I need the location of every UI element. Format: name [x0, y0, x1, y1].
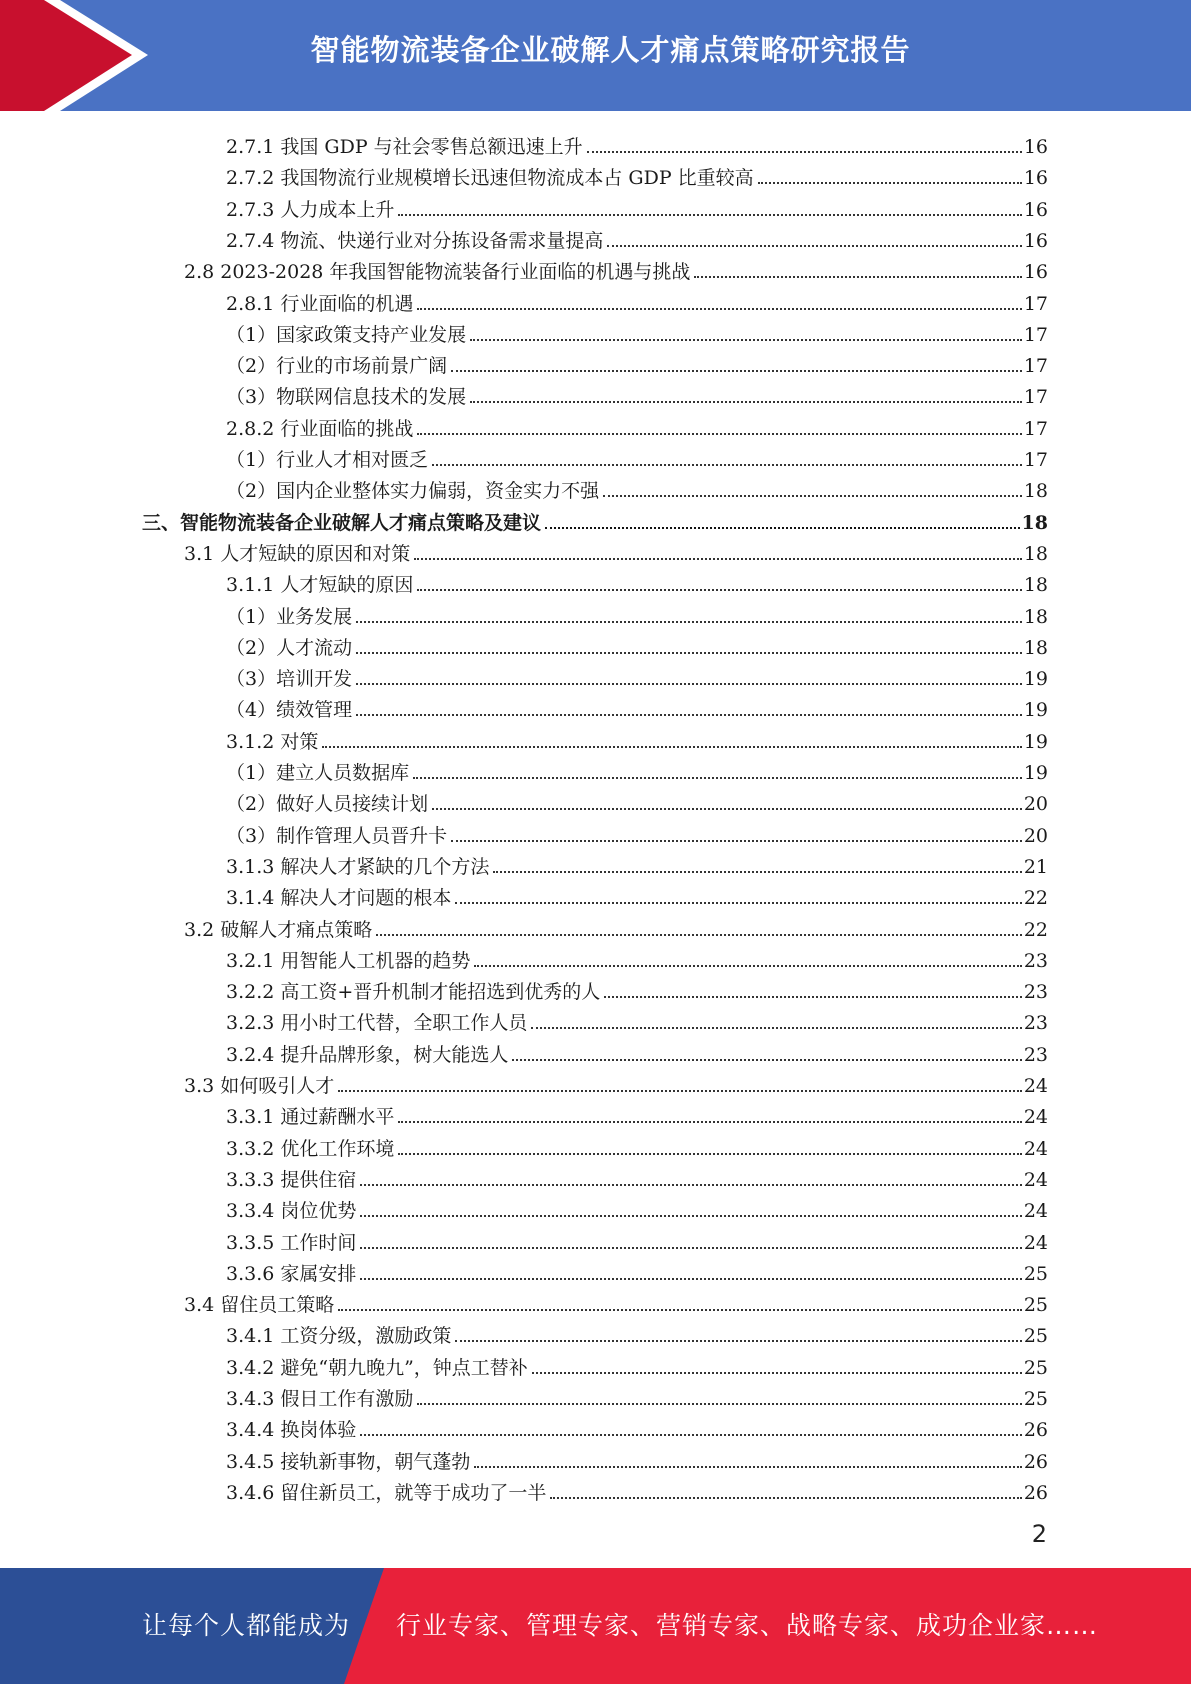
toc-leader-dots	[360, 1434, 1021, 1436]
toc-entry-title: （3）培训开发	[226, 668, 353, 691]
toc-entry-page: 18	[1023, 605, 1048, 628]
toc-entry-title: 2.7.2 我国物流行业规模增长迅速但物流成本占 GDP 比重较高	[226, 167, 754, 190]
toc-leader-dots	[413, 777, 1022, 779]
toc-entry-page: 21	[1023, 855, 1048, 878]
toc-entry-title: 3.1 人才短缺的原因和对策	[184, 542, 411, 565]
toc-entry[interactable]	[226, 127, 1048, 158]
toc-entry-title: 三、智能物流装备企业破解人才痛点策略及建议	[142, 511, 542, 534]
toc-entry-title: 3.2.2 高工资+晋升机制才能招选到优秀的人	[226, 981, 601, 1004]
toc-entry-page: 25	[1023, 1356, 1048, 1379]
toc-leader-dots	[432, 464, 1022, 466]
toc-entry-title: 3.2 破解人才痛点策略	[184, 918, 373, 941]
toc-entry-page: 19	[1023, 730, 1048, 753]
toc-entry-page: 25	[1023, 1294, 1048, 1317]
toc-entry-page: 24	[1023, 1106, 1048, 1129]
toc-entry-title: 3.3 如何吸引人才	[184, 1075, 335, 1097]
toc-entry[interactable]	[226, 1035, 1048, 1066]
toc-entry-title: （2）人才流动	[226, 636, 353, 659]
toc-entry[interactable]	[226, 1254, 1048, 1285]
toc-entry-title: （1）业务发展	[226, 605, 353, 628]
toc-entry-title: 3.3.3 提供住宿	[226, 1168, 357, 1191]
toc-entry-page: 18	[1023, 574, 1048, 597]
toc-entry[interactable]	[226, 190, 1048, 221]
toc-entry[interactable]	[226, 628, 1048, 659]
toc-leader-dots	[607, 245, 1021, 247]
document-title: 智能物流装备企业破解人才痛点策略研究报告	[310, 33, 911, 67]
toc-leader-dots	[398, 1121, 1021, 1123]
toc-entry-title: 2.7.3 人力成本上升	[226, 198, 395, 221]
toc-leader-dots	[360, 1278, 1021, 1280]
toc-leader-dots	[531, 1027, 1021, 1029]
page-number: 2	[1031, 1520, 1047, 1548]
toc-leader-dots	[398, 1153, 1021, 1155]
toc-entry[interactable]	[226, 346, 1048, 377]
toc-leader-dots	[694, 276, 1021, 278]
toc-entry-page: 16	[1023, 229, 1048, 252]
toc-entry[interactable]	[226, 565, 1048, 596]
toc-entry-title: 3.3.6 家属安排	[226, 1262, 357, 1285]
toc-entry[interactable]	[226, 1097, 1048, 1128]
toc-leader-dots	[414, 558, 1022, 560]
toc-entry[interactable]	[142, 503, 1048, 534]
toc-entry-page: 17	[1023, 323, 1048, 346]
toc-leader-dots	[417, 433, 1021, 435]
toc-entry[interactable]	[226, 1410, 1048, 1441]
toc-entry-page: 23	[1023, 1012, 1048, 1035]
toc-entry[interactable]	[226, 941, 1048, 972]
footer-slogan-left: 让每个人都能成为	[142, 1611, 351, 1640]
toc-entry[interactable]	[226, 722, 1048, 753]
toc-entry-title: 3.4 留住员工策略	[184, 1294, 335, 1317]
toc-entry-title: 3.2.4 提升品牌形象，树大能选人	[226, 1043, 509, 1066]
toc-entry[interactable]	[226, 1003, 1048, 1034]
toc-entry-page: 24	[1023, 1137, 1048, 1160]
toc-entry-title: 3.1.2 对策	[226, 730, 319, 753]
toc-leader-dots	[545, 527, 1020, 529]
toc-entry[interactable]	[184, 534, 1048, 565]
toc-entry-page: 16	[1023, 261, 1048, 284]
toc-entry[interactable]	[226, 847, 1048, 878]
toc-entry-page: 19	[1023, 668, 1048, 691]
toc-entry-page: 23	[1023, 949, 1048, 972]
toc-entry-title: 3.3.2 优化工作环境	[226, 1137, 395, 1160]
toc-entry-title: （1）行业人才相对匮乏	[226, 449, 429, 471]
toc-leader-dots	[356, 683, 1022, 685]
toc-entry-page: 25	[1023, 1262, 1048, 1285]
toc-entry[interactable]	[226, 1348, 1048, 1379]
toc-entry-title: （2）做好人员接续计划	[226, 793, 429, 816]
toc-leader-dots	[356, 714, 1022, 716]
toc-entry-title: 3.4.1 工资分级，激励政策	[226, 1325, 452, 1348]
toc-leader-dots	[493, 871, 1021, 873]
toc-leader-dots	[338, 1090, 1022, 1092]
toc-entry-title: （3）物联网信息技术的发展	[226, 386, 467, 409]
toc-entry-page: 17	[1023, 355, 1048, 378]
toc-entry-title: 3.2.1 用智能人工机器的趋势	[226, 949, 471, 972]
toc-leader-dots	[360, 1247, 1021, 1249]
toc-leader-dots	[322, 746, 1021, 748]
toc-leader-dots	[474, 965, 1021, 967]
toc-leader-dots	[550, 1497, 1021, 1499]
toc-entry[interactable]	[184, 1066, 1048, 1097]
toc-entry[interactable]	[226, 659, 1048, 690]
toc-entry[interactable]	[226, 158, 1048, 189]
toc-leader-dots	[360, 1184, 1021, 1186]
toc-leader-dots	[474, 1466, 1021, 1468]
toc-entry-page: 26	[1023, 1419, 1048, 1442]
toc-leader-dots	[356, 652, 1022, 654]
toc-leader-dots	[455, 1340, 1021, 1342]
toc-leader-dots	[398, 214, 1021, 216]
toc-entry[interactable]	[226, 315, 1048, 346]
toc-leader-dots	[338, 1309, 1022, 1311]
toc-entry-page: 26	[1023, 1450, 1048, 1473]
toc-entry[interactable]	[226, 784, 1048, 815]
toc-entry-page: 20	[1023, 793, 1048, 816]
toc-leader-dots	[432, 808, 1022, 810]
toc-entry[interactable]	[226, 1129, 1048, 1160]
toc-leader-dots	[451, 370, 1022, 372]
toc-entry-page: 24	[1023, 1075, 1048, 1097]
toc-entry[interactable]	[226, 597, 1048, 628]
toc-entry[interactable]	[226, 1160, 1048, 1191]
toc-entry[interactable]	[226, 1316, 1048, 1347]
toc-entry[interactable]	[184, 1285, 1048, 1316]
toc-entry-title: 2.7.1 我国 GDP 与社会零售总额迅速上升	[226, 136, 583, 158]
toc-entry-title: （2）国内企业整体实力偏弱，资金实力不强	[226, 480, 600, 503]
toc-entry[interactable]	[226, 1191, 1048, 1222]
toc-entry-page: 18	[1023, 480, 1048, 503]
toc-leader-dots	[417, 589, 1021, 591]
toc-entry[interactable]	[226, 409, 1048, 440]
toc-entry[interactable]	[226, 284, 1048, 315]
toc-entry[interactable]	[226, 972, 1048, 1003]
toc-entry-title: 3.1.4 解决人才问题的根本	[226, 887, 452, 910]
toc-leader-dots	[603, 495, 1022, 497]
toc-entry-title: 3.4.3 假日工作有激励	[226, 1388, 414, 1410]
toc-entry[interactable]	[226, 690, 1048, 721]
toc-entry-title: 3.4.5 接轨新事物，朝气蓬勃	[226, 1450, 471, 1473]
toc-entry-title: 3.3.4 岗位优势	[226, 1200, 357, 1223]
toc-entry-page: 25	[1023, 1325, 1048, 1348]
toc-leader-dots	[356, 621, 1022, 623]
toc-entry[interactable]	[226, 878, 1048, 909]
toc-entry-title: （1）建立人员数据库	[226, 762, 410, 784]
toc-leader-dots	[604, 996, 1022, 998]
toc-entry[interactable]	[226, 816, 1048, 847]
page-header	[0, 0, 1191, 111]
toc-entry-page: 24	[1023, 1231, 1048, 1254]
toc-entry[interactable]	[226, 471, 1048, 502]
toc-entry-title: 3.2.3 用小时工代替，全职工作人员	[226, 1012, 528, 1035]
toc-leader-dots	[455, 902, 1021, 904]
toc-entry-page: 24	[1023, 1200, 1048, 1223]
toc-entry-title: 2.7.4 物流、快递行业对分拣设备需求量提高	[226, 229, 604, 252]
toc-entry-page: 26	[1023, 1481, 1048, 1504]
toc-leader-dots	[417, 308, 1021, 310]
toc-entry-title: 3.4.6 留住新员工，就等于成功了一半	[226, 1481, 547, 1504]
toc-leader-dots	[587, 151, 1022, 153]
toc-leader-dots	[417, 1403, 1021, 1405]
toc-entry-title: 3.1.3 解决人才紧缺的几个方法	[226, 855, 490, 878]
toc-entry[interactable]	[226, 221, 1048, 252]
toc-entry[interactable]	[226, 440, 1048, 471]
toc-entry-page: 22	[1023, 918, 1048, 941]
toc-leader-dots	[532, 1372, 1022, 1374]
footer-slogan-right: 行业专家、管理专家、营销专家、战略专家、成功企业家……	[396, 1611, 1099, 1640]
toc-entry[interactable]	[226, 1473, 1048, 1504]
toc-entry-page: 24	[1023, 1168, 1048, 1191]
toc-entry-page: 18	[1023, 636, 1048, 659]
toc-entry-page: 23	[1023, 981, 1048, 1004]
toc-entry-page: 17	[1023, 292, 1048, 315]
toc-entry[interactable]	[184, 252, 1048, 283]
toc-entry-title: （1）国家政策支持产业发展	[226, 323, 467, 346]
toc-leader-dots	[470, 401, 1022, 403]
toc-entry-title: 2.8.2 行业面临的挑战	[226, 417, 414, 440]
toc-entry-page: 23	[1023, 1043, 1048, 1066]
toc-entry-page: 19	[1023, 699, 1048, 722]
toc-leader-dots	[512, 1059, 1021, 1061]
toc-entry[interactable]	[184, 910, 1048, 941]
toc-entry-page: 18	[1021, 511, 1048, 534]
toc-entry-page: 25	[1023, 1388, 1048, 1410]
toc-entry-page: 22	[1023, 887, 1048, 910]
toc-entry-page: 16	[1023, 198, 1048, 221]
toc-entry-title: 3.1.1 人才短缺的原因	[226, 574, 414, 597]
toc-entry[interactable]	[226, 1223, 1048, 1254]
toc-entry-page: 16	[1023, 136, 1048, 158]
toc-leader-dots	[360, 1215, 1021, 1217]
toc-entry-page: 19	[1023, 762, 1048, 784]
toc-entry[interactable]	[226, 377, 1048, 408]
toc-entry-title: （4）绩效管理	[226, 699, 353, 722]
toc-entry-page: 17	[1023, 417, 1048, 440]
toc-entry-page: 17	[1023, 449, 1048, 471]
toc-entry[interactable]	[226, 753, 1048, 784]
page-footer	[0, 1568, 1191, 1684]
toc-entry-title: 3.3.5 工作时间	[226, 1231, 357, 1254]
toc-leader-dots	[451, 840, 1022, 842]
toc-entry-page: 16	[1023, 167, 1048, 190]
toc-entry-title: 3.4.4 换岗体验	[226, 1419, 357, 1442]
toc-entry-title: 3.3.1 通过薪酬水平	[226, 1106, 395, 1129]
toc-entry-title: （3）制作管理人员晋升卡	[226, 824, 448, 847]
toc-entry-title: 3.4.2 避免“朝九晚九”，钟点工替补	[226, 1356, 528, 1379]
toc-entry-page: 20	[1023, 824, 1048, 847]
toc-entry[interactable]	[226, 1379, 1048, 1410]
toc-entry-title: 2.8.1 行业面临的机遇	[226, 292, 414, 315]
toc-leader-dots	[376, 934, 1022, 936]
toc-entry-page: 17	[1023, 386, 1048, 409]
toc-entry-title: 2.8 2023-2028 年我国智能物流装备行业面临的机遇与挑战	[184, 261, 691, 284]
toc-leader-dots	[758, 182, 1022, 184]
toc-leader-dots	[470, 339, 1022, 341]
toc-entry[interactable]	[226, 1442, 1048, 1473]
toc-entry-page: 18	[1023, 542, 1048, 565]
toc-entry-title: （2）行业的市场前景广阔	[226, 355, 448, 378]
